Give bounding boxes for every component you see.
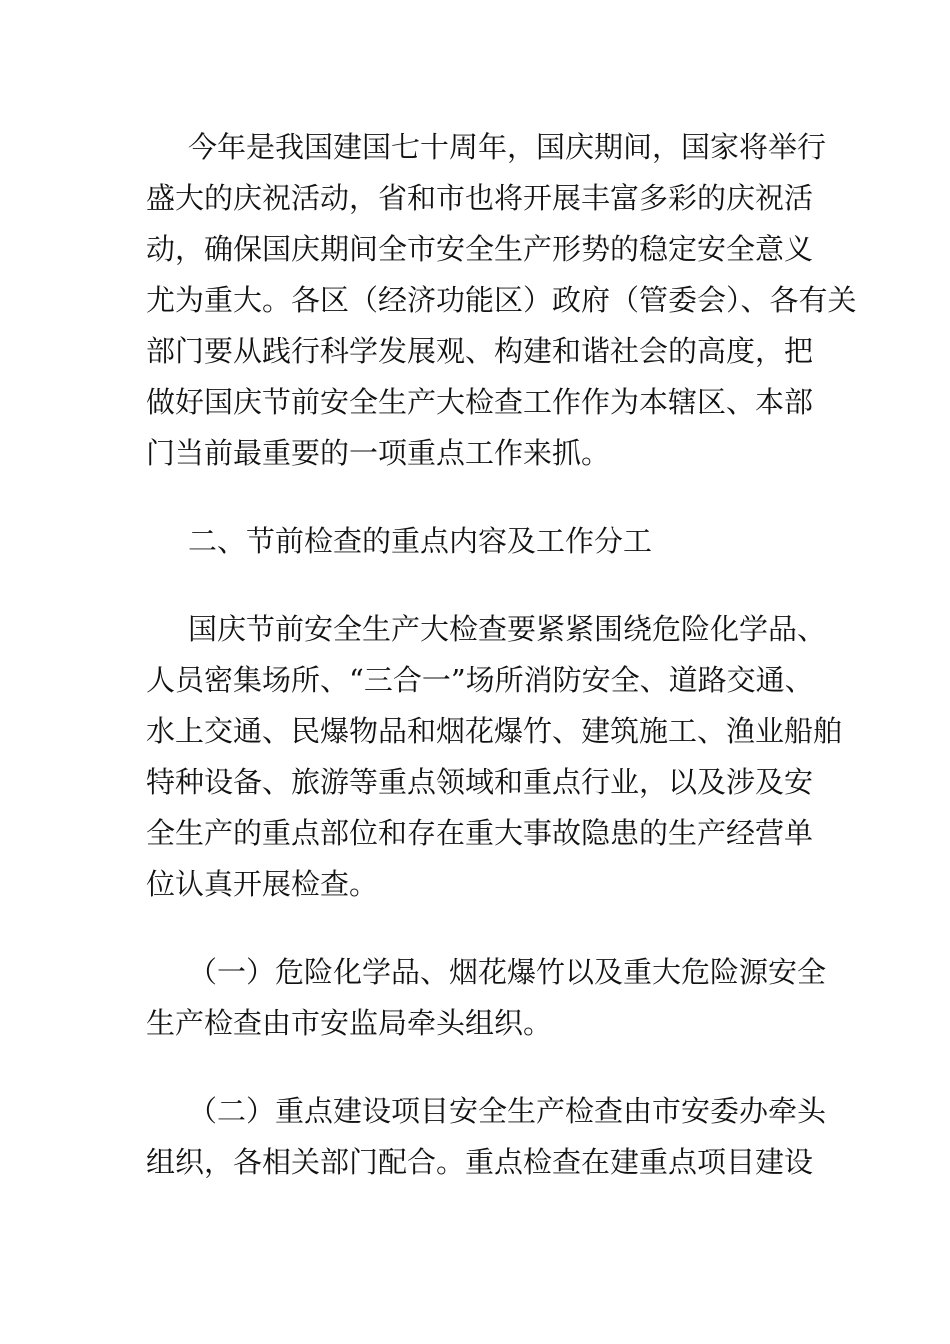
text-line: 全生产的重点部位和存在重大事故隐患的生产经营单 [146, 816, 814, 850]
text-line: （二）重点建设项目安全生产检查由市安委办牵头 [188, 1094, 827, 1128]
text-line: 做好国庆节前安全生产大检查工作作为本辖区、本部 [146, 385, 814, 419]
text-line: 组织，各相关部门配合。重点检查在建重点项目建设 [146, 1145, 814, 1179]
paragraph-intro [146, 122, 857, 479]
text-line: 特种设备、旅游等重点领域和重点行业，以及涉及安 [146, 765, 814, 799]
text-line: 人员密集场所、“三合一”场所消防安全、道路交通、 [146, 663, 814, 697]
text-line: 部门要从践行科学发展观、构建和谐社会的高度，把 [146, 334, 814, 368]
text-line: 尤为重大。各区（经济功能区）政府（管委会）、各有关 [146, 283, 857, 317]
text-line: 位认真开展检查。 [146, 867, 379, 901]
paragraph-item-2 [146, 1086, 827, 1188]
text-line: 盛大的庆祝活动，省和市也将开展丰富多彩的庆祝活 [146, 181, 814, 215]
paragraph-item-1 [146, 947, 827, 1049]
section-heading [146, 516, 810, 567]
text-line: 生产检查由市安监局牵头组织。 [146, 1006, 553, 1040]
text-line: 动，确保国庆期间全市安全生产形势的稳定安全意义 [146, 232, 814, 266]
document-page [146, 122, 857, 1225]
paragraph-scope [146, 604, 843, 910]
text-line: 水上交通、民爆物品和烟花爆竹、建筑施工、渔业船舶 [146, 714, 843, 748]
text-line: 今年是我国建国七十周年，国庆期间，国家将举行 [188, 130, 827, 164]
text-line: 国庆节前安全生产大检查要紧紧围绕危险化学品、 [188, 612, 827, 646]
text-line: （一）危险化学品、烟花爆竹以及重大危险源安全 [188, 955, 827, 989]
heading-text: 二、节前检查的重点内容及工作分工 [188, 524, 653, 558]
text-line: 门当前最重要的一项重点工作来抓。 [146, 436, 611, 470]
